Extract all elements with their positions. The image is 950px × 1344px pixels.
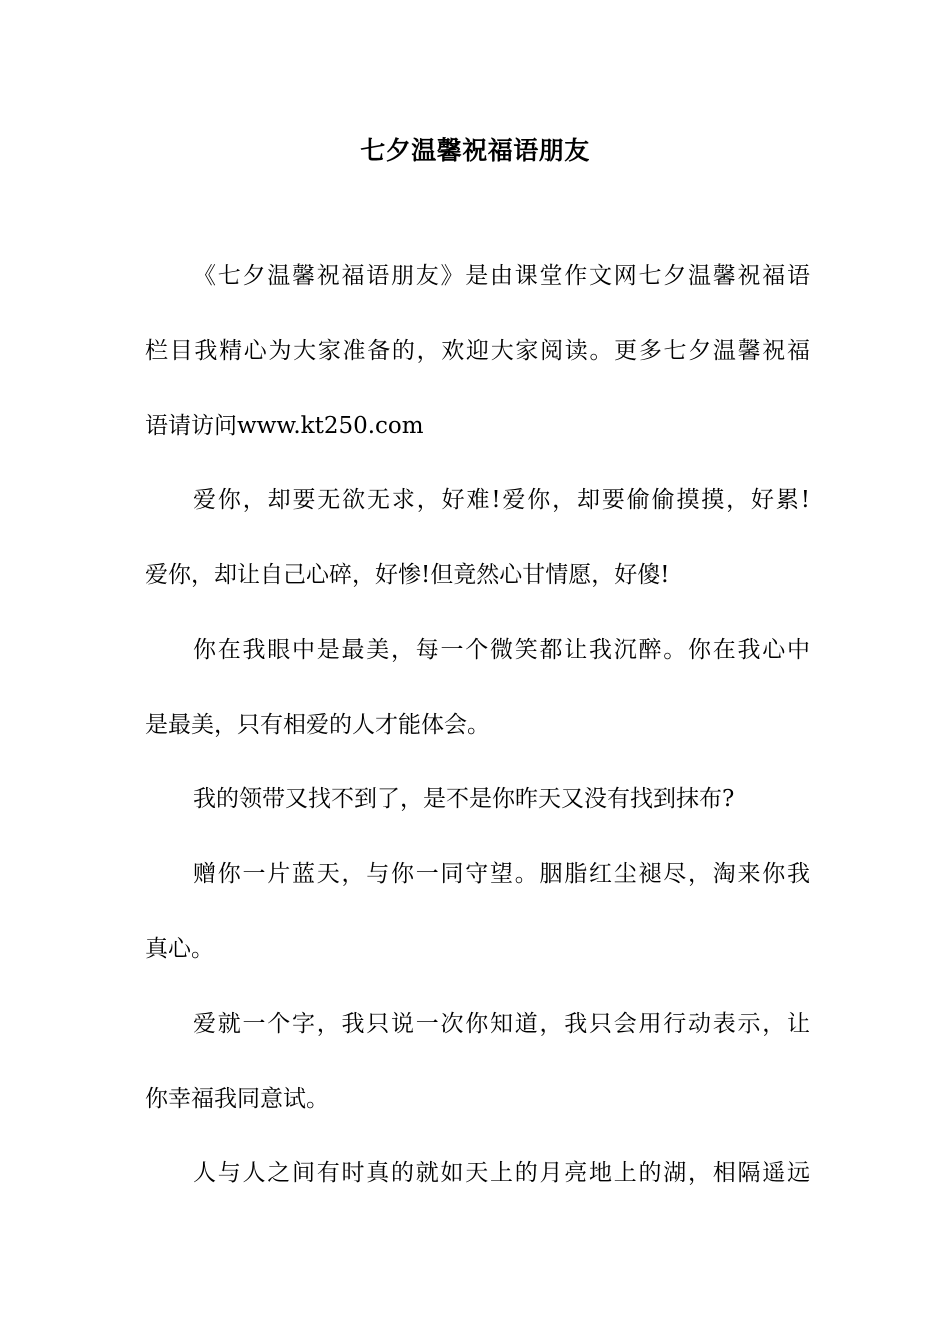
paragraph-line: 爱你，却让自己心碎，好惨!但竟然心甘情愿，好傻! [145, 562, 670, 588]
paragraph-line: 赠你一片蓝天，与你一同守望。胭脂红尘褪尽，淘来你我 [193, 861, 810, 887]
paragraph-line: 爱就一个字，我只说一次你知道，我只会用行动表示，让 [193, 1011, 810, 1037]
paragraph-line: 你在我眼中是最美，每一个微笑都让我沉醉。你在我心中 [193, 637, 810, 663]
paragraph-line: 人与人之间有时真的就如天上的月亮地上的湖，相隔遥远 [193, 1160, 810, 1186]
paragraph-line: 栏目我精心为大家准备的，欢迎大家阅读。更多七夕温馨祝福 [145, 338, 810, 364]
document-title: 七夕温馨祝福语朋友 [360, 136, 590, 165]
paragraph-line: 爱你，却要无欲无求，好难!爱你，却要偷偷摸摸，好累! [193, 487, 810, 513]
paragraph-line: 我的领带又找不到了，是不是你昨天又没有找到抹布? [193, 786, 735, 812]
paragraph-line: 语请访问www.kt250.com [145, 413, 424, 439]
paragraph-line: 真心。 [145, 936, 214, 962]
paragraph-line: 《七夕温馨祝福语朋友》是由课堂作文网七夕温馨祝福语 [193, 263, 810, 289]
paragraph-line: 你幸福我同意试。 [145, 1086, 329, 1112]
paragraph-line: 是最美，只有相爱的人才能体会。 [145, 712, 490, 738]
